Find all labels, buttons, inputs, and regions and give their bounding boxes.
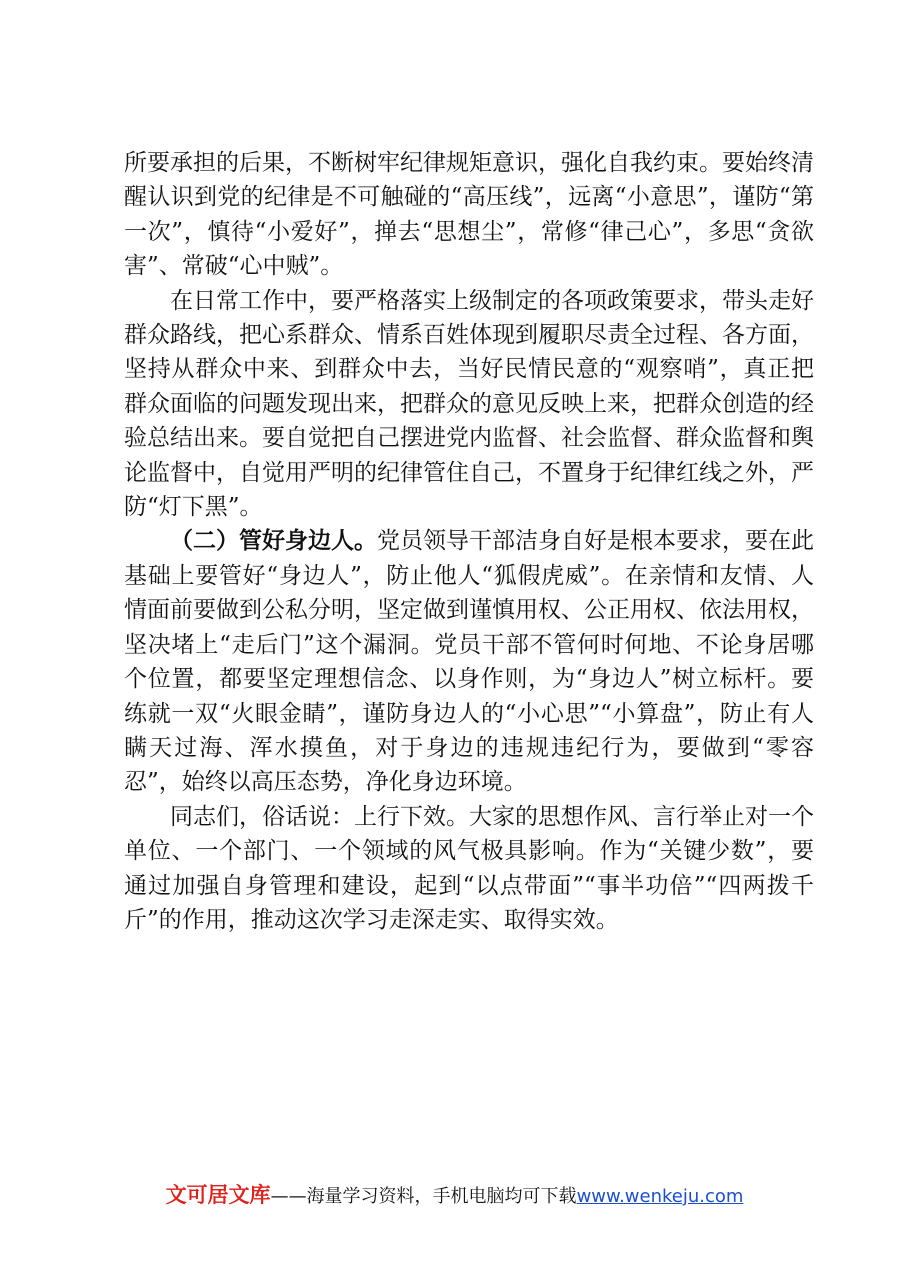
paragraph-3 [124, 524, 814, 799]
paragraph-2 [124, 284, 814, 525]
paragraph-1-text: 所要承担的后果，不断树牢纪律规矩意识，强化自我约束。要始终清醒认识到党的纪律是不可触碰的“高压线”，远离“小意思”，谨防“第一次”，慎待“小爱好”，掸去“思想尘”，常修“律己心”，多思“贪欲害”、常破“心中贼”。 [124, 150, 814, 280]
footer-link[interactable]: www.wenkeju.com [576, 1186, 744, 1207]
footer-brand: 文可居文库 [165, 1183, 271, 1207]
footer-slogan: ——海量学习资料，手机电脑均可下载 [270, 1186, 577, 1207]
section-heading: （二）管好身边人。 [170, 527, 377, 555]
paragraph-4-text: 同志们，俗话说：上行下效。大家的思想作风、言行举止对一个单位、一个部门、一个领域的风气极具影响。作为“关键少数”，要通过加强自身管理和建设，起到“以点带面”“事半功倍”“四两拨千斤”的作用，推动这次学习走深走实、取得实效。 [124, 803, 814, 933]
footer-banner [0, 1181, 909, 1211]
paragraph-4 [124, 800, 814, 938]
paragraph-1 [124, 146, 814, 284]
paragraph-2-text: 在日常工作中，要严格落实上级制定的各项政策要求，带头走好群众路线，把心系群众、情系百姓体现到履职尽责全过程、各方面，坚持从群众中来、到群众中去，当好民情民意的“观察哨”，真正把群众面临的问题发现出来，把群众的意见反映上来，把群众创造的经验总结出来。要自觉把自己摆进党内监督、社会监督、群众监督和舆论监督中，自觉用严明的纪律管住自己，不置身于纪律红线之外，严防“灯下黑”。 [124, 287, 814, 521]
document-body [124, 146, 814, 937]
paragraph-3-text: 党员领导干部洁身自好是根本要求，要在此基础上要管好“身边人”，防止他人“狐假虎威”。在亲情和友情、人情面前要做到公私分明，坚定做到谨慎用权、公正用权、依法用权，坚决堵上“走后门”这个漏洞。党员干部不管何时何地、不论身居哪个位置，都要坚定理想信念、以身作则，为“身边人”树立标杆。要练就一双“火眼金睛”，谨防身边人的“小心思”“小算盘”，防止有人瞒天过海、浑水摸鱼，对于身边的违规违纪行为，要做到“零容忍”，始终以高压态势，净化身边环境。 [124, 528, 814, 796]
